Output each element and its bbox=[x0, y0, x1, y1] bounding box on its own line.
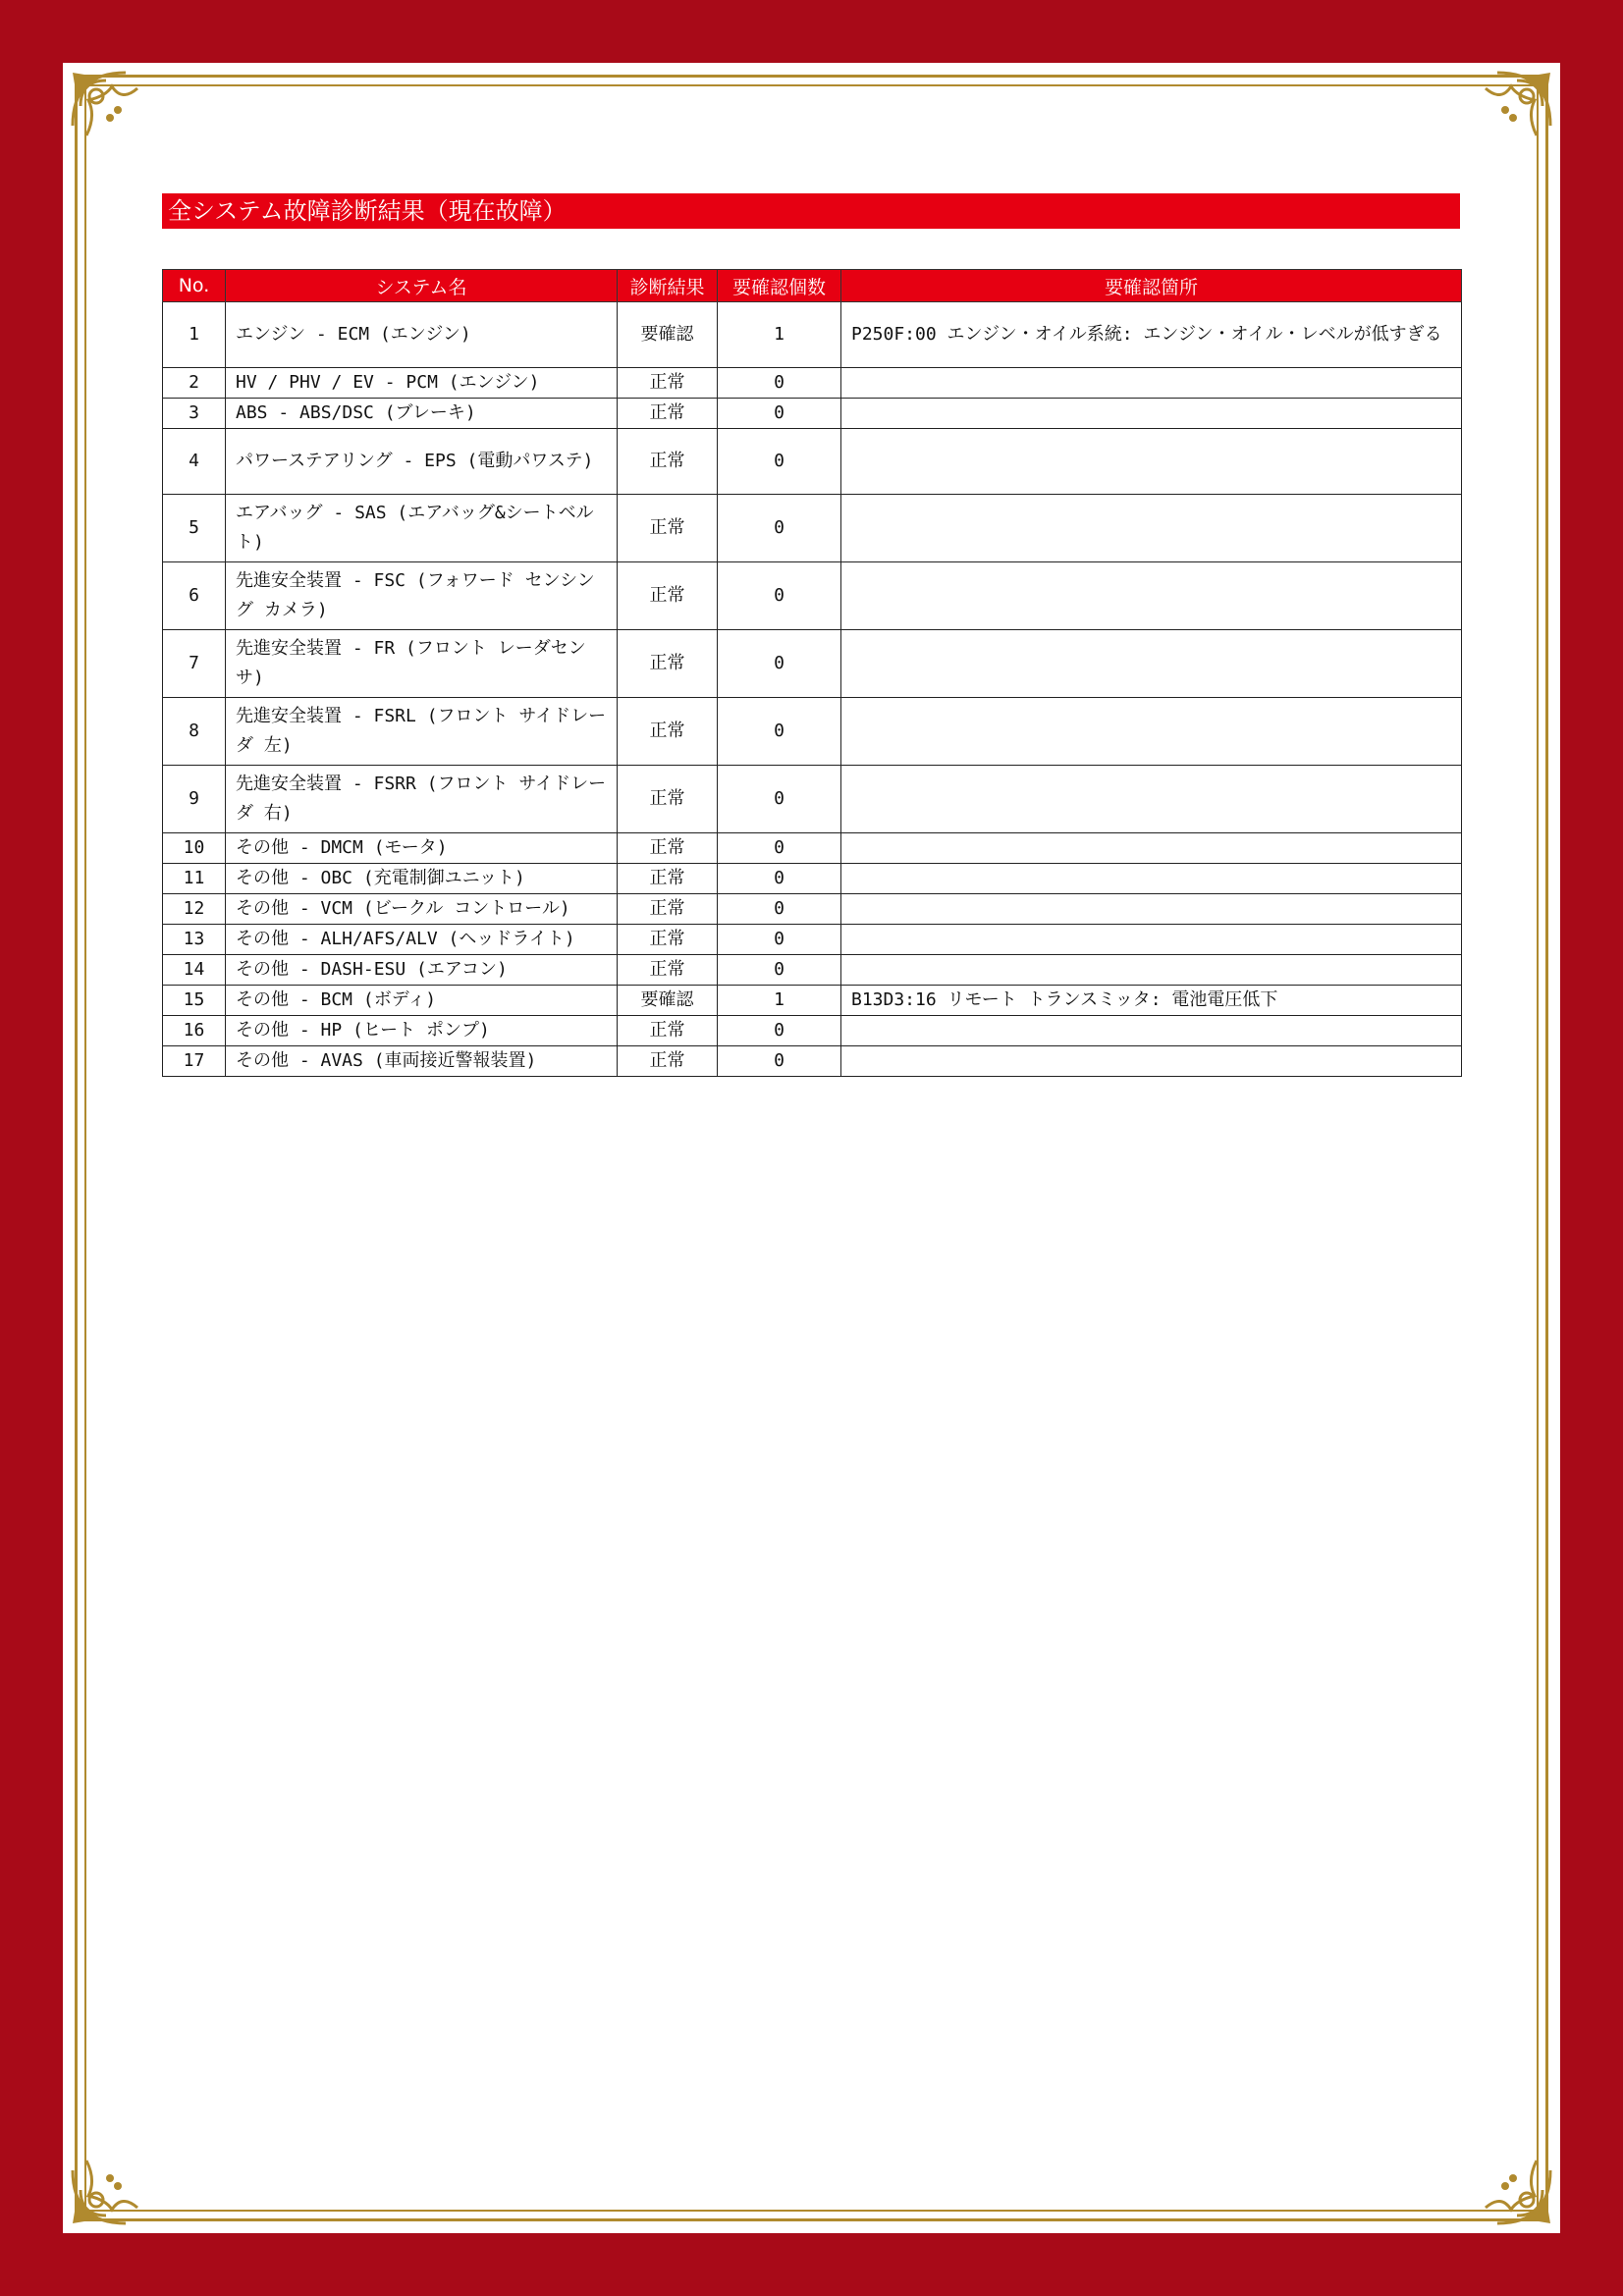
diagnosis-result: 正常 bbox=[618, 698, 718, 766]
check-count: 0 bbox=[718, 429, 841, 495]
row-number: 9 bbox=[163, 766, 226, 833]
system-name: エアバッグ - SAS (エアバッグ&シートベルト) bbox=[226, 495, 618, 562]
row-number: 2 bbox=[163, 368, 226, 399]
check-location bbox=[841, 495, 1462, 562]
diagnosis-table bbox=[162, 269, 1462, 1077]
ornamental-corner-icon bbox=[1466, 2139, 1556, 2229]
row-number: 13 bbox=[163, 925, 226, 955]
row-number: 11 bbox=[163, 864, 226, 894]
system-name: その他 - HP (ヒート ポンプ) bbox=[226, 1016, 618, 1046]
section-title: 全システム故障診断結果（現在故障） bbox=[162, 193, 1460, 229]
header-result: 診断結果 bbox=[618, 270, 718, 302]
table-row bbox=[163, 1016, 1462, 1046]
check-count: 0 bbox=[718, 1046, 841, 1077]
check-location bbox=[841, 864, 1462, 894]
diagnosis-result: 正常 bbox=[618, 1016, 718, 1046]
check-count: 0 bbox=[718, 894, 841, 925]
diagnosis-result: 正常 bbox=[618, 1046, 718, 1077]
diagnosis-result: 正常 bbox=[618, 562, 718, 630]
table-row bbox=[163, 368, 1462, 399]
check-location: P250F:00 エンジン・オイル系統: エンジン・オイル・レベルが低すぎる bbox=[841, 302, 1462, 368]
ornamental-corner-icon bbox=[1466, 67, 1556, 157]
table-row bbox=[163, 955, 1462, 986]
ornamental-corner-icon bbox=[67, 2139, 157, 2229]
check-location bbox=[841, 368, 1462, 399]
system-name: 先進安全装置 - FSRL (フロント サイドレーダ 左) bbox=[226, 698, 618, 766]
table-row bbox=[163, 399, 1462, 429]
diagnosis-result: 正常 bbox=[618, 864, 718, 894]
row-number: 15 bbox=[163, 986, 226, 1016]
system-name: その他 - VCM (ビークル コントロール) bbox=[226, 894, 618, 925]
check-location bbox=[841, 399, 1462, 429]
system-name: その他 - DMCM (モータ) bbox=[226, 833, 618, 864]
table-row bbox=[163, 766, 1462, 833]
check-location bbox=[841, 955, 1462, 986]
check-location bbox=[841, 562, 1462, 630]
check-count: 0 bbox=[718, 1016, 841, 1046]
header-location: 要確認箇所 bbox=[841, 270, 1462, 302]
table-row bbox=[163, 894, 1462, 925]
check-location bbox=[841, 833, 1462, 864]
check-location bbox=[841, 429, 1462, 495]
row-number: 1 bbox=[163, 302, 226, 368]
check-count: 0 bbox=[718, 399, 841, 429]
diagnosis-result: 正常 bbox=[618, 399, 718, 429]
check-location bbox=[841, 1016, 1462, 1046]
check-count: 0 bbox=[718, 925, 841, 955]
diagnosis-result: 正常 bbox=[618, 955, 718, 986]
check-location bbox=[841, 630, 1462, 698]
row-number: 8 bbox=[163, 698, 226, 766]
system-name: パワーステアリング - EPS (電動パワステ) bbox=[226, 429, 618, 495]
system-name: 先進安全装置 - FSRR (フロント サイドレーダ 右) bbox=[226, 766, 618, 833]
diagnosis-result: 正常 bbox=[618, 630, 718, 698]
system-name: その他 - ALH/AFS/ALV (ヘッドライト) bbox=[226, 925, 618, 955]
header-count: 要確認個数 bbox=[718, 270, 841, 302]
system-name: その他 - BCM (ボディ) bbox=[226, 986, 618, 1016]
row-number: 16 bbox=[163, 1016, 226, 1046]
check-count: 1 bbox=[718, 302, 841, 368]
table-row bbox=[163, 698, 1462, 766]
system-name: その他 - OBC (充電制御ユニット) bbox=[226, 864, 618, 894]
table-row bbox=[163, 302, 1462, 368]
table-row bbox=[163, 1046, 1462, 1077]
system-name: ABS - ABS/DSC (ブレーキ) bbox=[226, 399, 618, 429]
check-count: 0 bbox=[718, 864, 841, 894]
system-name: 先進安全装置 - FR (フロント レーダセンサ) bbox=[226, 630, 618, 698]
row-number: 14 bbox=[163, 955, 226, 986]
system-name: その他 - DASH-ESU (エアコン) bbox=[226, 955, 618, 986]
check-count: 0 bbox=[718, 955, 841, 986]
table-row bbox=[163, 833, 1462, 864]
table-row bbox=[163, 630, 1462, 698]
check-count: 0 bbox=[718, 368, 841, 399]
diagnosis-result: 正常 bbox=[618, 833, 718, 864]
system-name: HV / PHV / EV - PCM (エンジン) bbox=[226, 368, 618, 399]
table-row bbox=[163, 986, 1462, 1016]
header-system: システム名 bbox=[226, 270, 618, 302]
check-count: 0 bbox=[718, 495, 841, 562]
row-number: 12 bbox=[163, 894, 226, 925]
check-count: 0 bbox=[718, 833, 841, 864]
row-number: 17 bbox=[163, 1046, 226, 1077]
table-row bbox=[163, 864, 1462, 894]
diagnosis-result: 正常 bbox=[618, 368, 718, 399]
row-number: 7 bbox=[163, 630, 226, 698]
check-location bbox=[841, 925, 1462, 955]
row-number: 4 bbox=[163, 429, 226, 495]
table-row bbox=[163, 495, 1462, 562]
ornamental-corner-icon bbox=[67, 67, 157, 157]
check-location bbox=[841, 766, 1462, 833]
check-count: 0 bbox=[718, 630, 841, 698]
check-location bbox=[841, 698, 1462, 766]
system-name: 先進安全装置 - FSC (フォワード センシング カメラ) bbox=[226, 562, 618, 630]
check-count: 0 bbox=[718, 766, 841, 833]
check-count: 1 bbox=[718, 986, 841, 1016]
header-no: No. bbox=[163, 270, 226, 302]
check-count: 0 bbox=[718, 698, 841, 766]
check-location bbox=[841, 894, 1462, 925]
diagnosis-result: 要確認 bbox=[618, 986, 718, 1016]
check-count: 0 bbox=[718, 562, 841, 630]
system-name: その他 - AVAS (車両接近警報装置) bbox=[226, 1046, 618, 1077]
table-row bbox=[163, 925, 1462, 955]
row-number: 6 bbox=[163, 562, 226, 630]
report-page bbox=[63, 63, 1560, 2233]
table-row bbox=[163, 429, 1462, 495]
diagnosis-result: 正常 bbox=[618, 925, 718, 955]
check-location bbox=[841, 1046, 1462, 1077]
diagnosis-result: 要確認 bbox=[618, 302, 718, 368]
system-name: エンジン - ECM (エンジン) bbox=[226, 302, 618, 368]
diagnosis-result: 正常 bbox=[618, 766, 718, 833]
diagnosis-result: 正常 bbox=[618, 894, 718, 925]
diagnosis-result: 正常 bbox=[618, 429, 718, 495]
diagnosis-result: 正常 bbox=[618, 495, 718, 562]
table-row bbox=[163, 562, 1462, 630]
row-number: 5 bbox=[163, 495, 226, 562]
row-number: 3 bbox=[163, 399, 226, 429]
table-header-row bbox=[163, 270, 1462, 302]
check-location: B13D3:16 リモート トランスミッタ: 電池電圧低下 bbox=[841, 986, 1462, 1016]
row-number: 10 bbox=[163, 833, 226, 864]
